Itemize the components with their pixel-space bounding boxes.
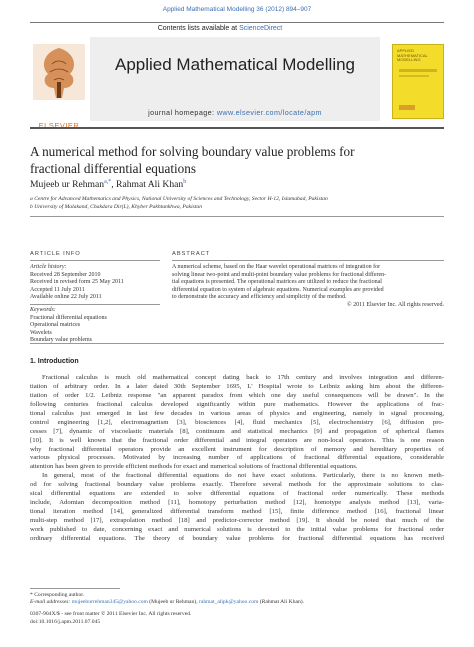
author-name: Mujeeb ur Rehman xyxy=(30,179,105,191)
email-link[interactable]: mujeeburrehman345@yahoo.com xyxy=(71,599,148,606)
front-matter-bottom-rule xyxy=(30,343,444,344)
abstract-line: to demonstrate the accuracy and efficiency and simplicity of the method. xyxy=(172,294,347,301)
body-line: In general, most of the fractional differential equations do not have exact solutions. Particularly, there is no known meth- xyxy=(42,472,444,480)
keyword: Wavelets xyxy=(30,329,52,336)
corresponding-author-note: * Corresponding author. xyxy=(30,592,85,598)
keyword: Operational matrices xyxy=(30,322,81,329)
abstract-body xyxy=(172,264,444,310)
author-list xyxy=(30,179,186,190)
email-owner: (Mujeeb ur Rehman), xyxy=(147,599,199,606)
abstract-line: differential equation to system of algebraic equations. Numerical examples are provided xyxy=(172,286,384,293)
history-entry: Available online 22 July 2011 xyxy=(30,294,102,301)
keyword: Boundary value problems xyxy=(30,337,92,344)
abstract-line: tial equations is presented. The operational matrices are utilized to reduce the fractional xyxy=(172,279,382,286)
abstract-rule xyxy=(172,260,444,261)
abstract-line: A numerical scheme, based on the Haar wavelet operational matrices of integration for xyxy=(172,264,381,270)
elsevier-tree-icon xyxy=(30,38,88,104)
history-entry: Received in revised form 25 May 2011 xyxy=(30,279,124,286)
article-title xyxy=(30,143,444,177)
body-line: control engineering [1,2], electromagnetism [3], biosciences [4], fluid mechanics [5], electrochemistry [6], diffusion pro- xyxy=(30,418,444,426)
history-entry: Received 28 September 2010 xyxy=(30,271,101,278)
keywords xyxy=(30,307,160,345)
body-line: multi-step method [17], extrapolation method [18] and predictor-corrector method [19]. It should be noted that much of the xyxy=(30,517,444,524)
body-line: attention has been given to provide efficient methods for exact and numerical solutions of fractional differential equations. xyxy=(30,463,358,471)
body-line: following centuries fractional calculus developed significantly within pure mathematics. However the applications of frac- xyxy=(30,400,444,408)
body-line: ordinary differential equations. The theory of boundary value problems for fractional differential equations has received xyxy=(30,534,444,542)
homepage-prefix: journal homepage: xyxy=(148,108,217,117)
footnotes xyxy=(30,592,444,626)
abstract-line: solving linear two-point and multi-point boundary value problems for fractional differen- xyxy=(172,271,387,278)
keywords-label: Keywords: xyxy=(30,307,56,313)
header-top-rule xyxy=(30,22,444,23)
email-owner: (Rahmat Ali Khan). xyxy=(258,599,305,606)
affiliation: b University of Malakand, Chakdara Dir(L), Khyber Pakhtunkhwa, Pakistan xyxy=(30,204,202,210)
journal-reference[interactable]: Applied Mathematical Modelling 36 (2012) 894–907 xyxy=(162,6,312,13)
journal-cover-thumbnail[interactable] xyxy=(392,44,444,119)
journal-masthead xyxy=(90,37,380,121)
article-info-heading: ARTICLE INFO xyxy=(30,251,81,257)
body-line: [10]. It is well known that the fractional order differential and integral operators are non-local operators. This is one reason xyxy=(30,436,444,444)
body-line: tiation of arbitrary order. In a later dated 30th September 1695, L' Hospital wrote to Leibniz asking him about the differen- xyxy=(30,382,444,390)
author-name: Rahmat Ali Khan xyxy=(116,179,184,191)
email-link[interactable]: rahmat_alipk@yahoo.com xyxy=(199,599,259,606)
journal-homepage xyxy=(90,108,380,117)
body-line: various physical processes. Motivated by increasing number of applications of fractional differential equations, considerable xyxy=(30,454,444,462)
article-info-rule xyxy=(30,260,160,261)
abstract-heading: ABSTRACT xyxy=(172,251,211,257)
cover-title-lettering: APPLIED MATHEMATICAL MODELLING xyxy=(397,48,428,62)
elsevier-wordmark: ELSEVIER xyxy=(38,121,80,130)
email-label: E-mail addresses: xyxy=(30,599,72,606)
author-affiliation-marker[interactable]: b xyxy=(183,179,187,185)
title-line: A numerical method for solving boundary value problems for xyxy=(30,144,355,159)
body-line: Fractional calculus is much old mathematical concept dating back to 17th century and involves integration and differen- xyxy=(42,374,444,381)
header-divider xyxy=(30,127,444,129)
front-matter-divider xyxy=(30,216,444,217)
affiliation: a Centre for Advanced Mathematics and Physics, National University of Sciences and Technology, Sector H-12, Islamabad, Pakistan xyxy=(30,196,328,202)
title-line: fractional differential equations xyxy=(30,161,196,176)
section-heading-introduction: 1. Introduction xyxy=(30,358,79,365)
contents-prefix: Contents lists available at xyxy=(157,25,240,32)
body-line: work published to date, concerning exact and numerical solutions is devoted to the initial value problems for fractional order xyxy=(30,525,444,533)
body-line: tiation of order 1/2. Leibniz response "an apparent paradox from which one day useful consequences will be drawn". In the xyxy=(30,391,444,399)
homepage-link[interactable]: www.elsevier.com/locate/apm xyxy=(216,108,322,117)
elsevier-logo[interactable] xyxy=(30,38,88,130)
issn-line: 0307-904X/$ - see front matter © 2011 Elsevier Inc. All rights reserved. xyxy=(30,611,192,618)
author-affiliation-marker[interactable]: a,* xyxy=(104,179,112,185)
contents-line xyxy=(30,25,410,32)
doi-link[interactable]: doi:10.1016/j.apm.2011.07.045 xyxy=(30,618,101,625)
journal-name[interactable]: Applied Mathematical Modelling xyxy=(114,55,356,74)
article-history xyxy=(30,264,160,302)
history-label: Article history: xyxy=(30,264,67,270)
body-line: sical differential equations are extended to solve differential equations of fractional order numerically. These methods xyxy=(30,490,444,498)
body-line: cesses [7], dynamic of viscoelastic materials [8], continuum and statistical mechanics [9] and propagation of spherical flames xyxy=(30,427,444,435)
body-line: why fractional differential operators provide an excellent instrument for description of memory and hereditary properties of xyxy=(30,445,444,453)
body-line: tional iteration method [14], generalized differential transform method [15], finite difference method [16], fractional linear xyxy=(30,508,444,516)
body-line: tional calculus just emerged in last few decades in various areas of physics and engineering, namely in signal processing, xyxy=(30,409,444,417)
cover-artwork-icon xyxy=(393,45,443,118)
introduction-body xyxy=(30,374,444,544)
body-line: include, Adomian decomposition method [11], homotopy perturbation method [12], homotype analysis method [13], varia- xyxy=(30,499,444,507)
keywords-rule xyxy=(30,304,160,305)
body-line: od for solving fractional boundary value problems exactly. Therefore several methods for the approximate solutions to clas- xyxy=(30,481,444,489)
history-entry: Accepted 11 July 2011 xyxy=(30,286,85,293)
sciencedirect-link[interactable]: ScienceDirect xyxy=(239,25,283,32)
journal-header xyxy=(30,22,444,130)
author-separator: , xyxy=(111,179,117,191)
keyword: Fractional differential equations xyxy=(30,314,107,321)
footnote-rule xyxy=(30,588,120,589)
abstract-copyright: © 2011 Elsevier Inc. All rights reserved. xyxy=(347,301,444,308)
email-addresses xyxy=(30,599,444,606)
